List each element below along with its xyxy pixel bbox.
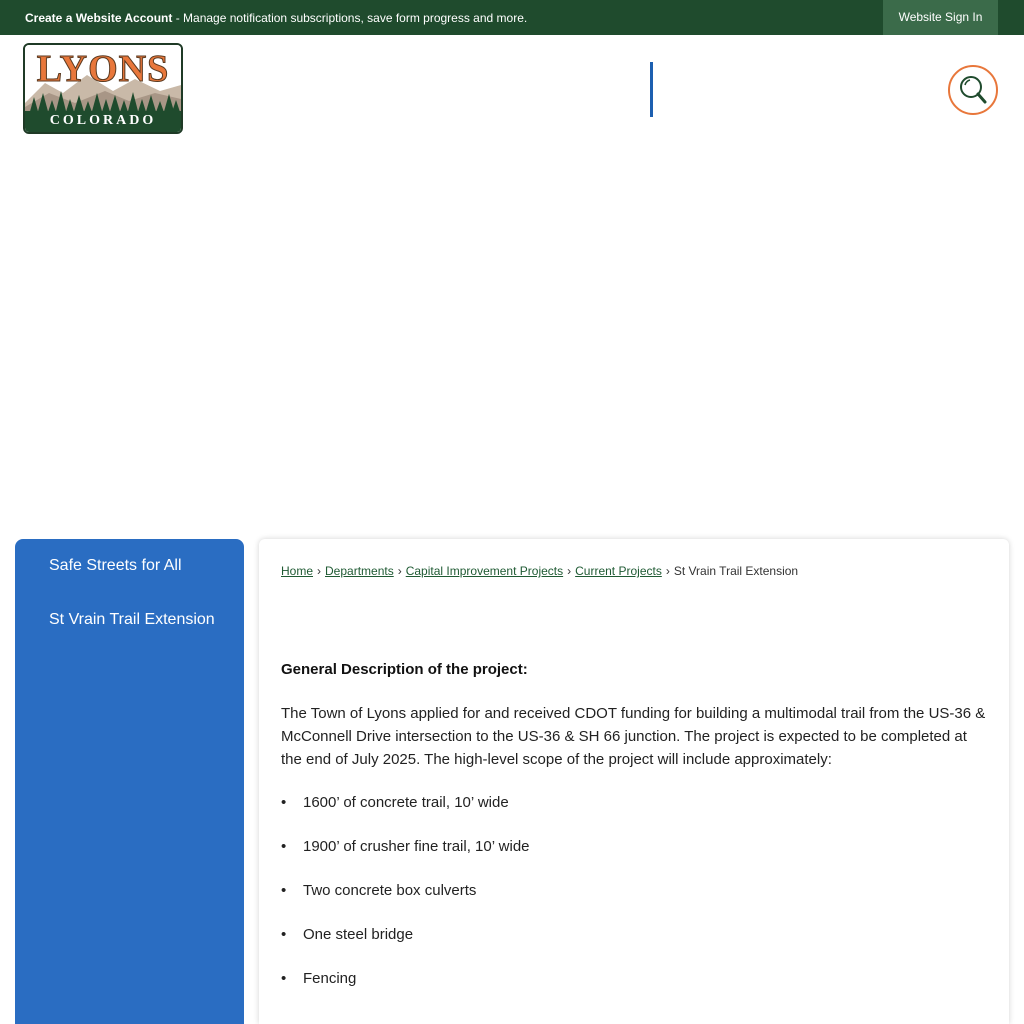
list-item [281,794,509,811]
lyons-logo[interactable] [23,43,183,134]
website-sign-in-button[interactable]: Website Sign In [883,0,998,35]
breadcrumb-separator: › [567,564,572,578]
logo-text-lyons: LYONS [36,48,170,90]
create-account-link[interactable]: Create a Website Account [25,11,173,25]
search-icon [958,75,988,105]
breadcrumb [281,564,798,578]
logo-text-colorado: COLORADO [49,113,157,128]
breadcrumb-current-page: St Vrain Trail Extension [673,564,799,578]
main-content [259,539,1009,1024]
breadcrumb-separator: › [397,564,402,578]
bullet-marker: • [281,882,287,899]
breadcrumb-separator: › [665,564,670,578]
project-description-paragraph: The Town of Lyons applied for and received CDOT funding for building a multimodal trail from the US-36 & McConnell Drive intersection to the US-36 & SH 66 junction. The project is expected to be completed at the end of July 2025. The high-level scope of the project will include approximately: [281,705,986,768]
breadcrumb-departments[interactable]: Departments [325,564,394,578]
project-description-heading: General Description of the project: [281,661,528,678]
breadcrumb-separator: › [317,564,322,578]
list-item [281,838,530,855]
sidebar-item-safe-streets[interactable]: Safe Streets for All [49,557,182,574]
bullet-marker: • [281,838,287,855]
list-item-text: Fencing [303,970,357,987]
bullet-marker: • [281,794,287,811]
top-notification-bar [0,0,1024,35]
breadcrumb-home[interactable]: Home [281,564,314,578]
list-item [281,970,356,987]
bullet-marker: • [281,970,287,987]
list-item-text: Two concrete box culverts [303,882,477,899]
breadcrumb-capital-improvement[interactable]: Capital Improvement Projects [405,564,564,578]
sidebar-nav [15,539,244,1024]
list-item-text: One steel bridge [303,926,414,943]
list-item [281,882,476,899]
breadcrumb-current-projects[interactable]: Current Projects [575,564,662,578]
bullet-marker: • [281,926,287,943]
sidebar-item-st-vrain-trail[interactable]: St Vrain Trail Extension [49,611,215,628]
account-message [25,11,527,25]
list-item [281,926,413,943]
header-divider [650,62,653,117]
list-item-text: 1900’ of crusher fine trail, 10’ wide [303,838,530,855]
search-button[interactable] [948,65,998,115]
create-account-description: - Manage notification subscriptions, save form progress and more. [172,11,528,25]
list-item-text: 1600’ of concrete trail, 10’ wide [303,794,509,811]
